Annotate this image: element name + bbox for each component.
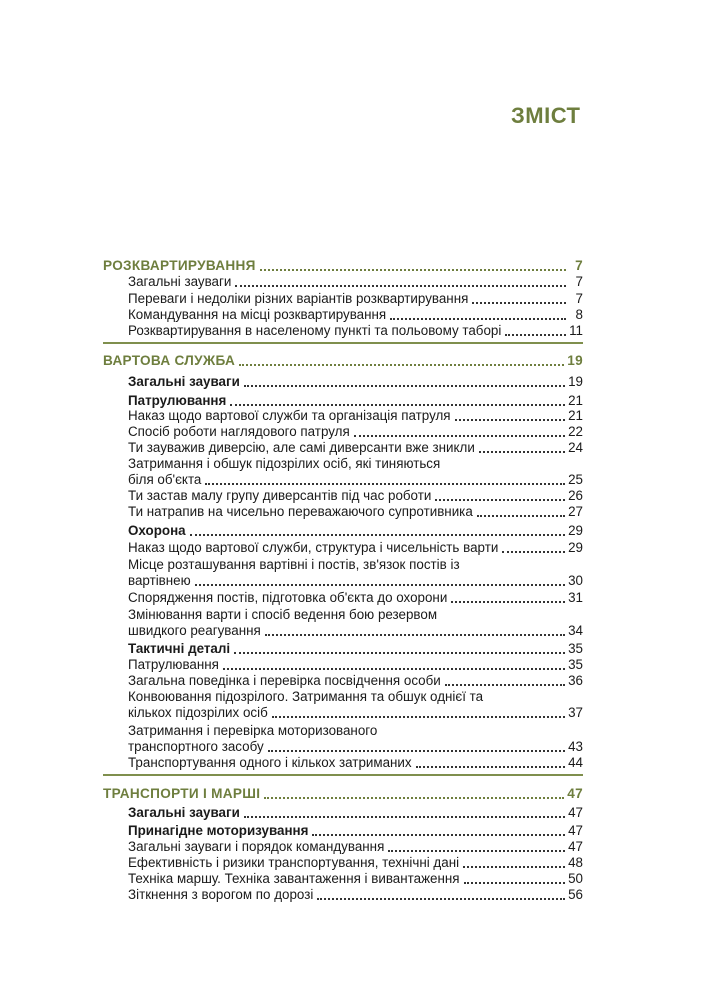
entry-label: Загальні зауваги xyxy=(128,805,240,820)
toc-entry[interactable] xyxy=(128,887,583,903)
toc-entry[interactable] xyxy=(128,488,583,504)
entry-page-number: 43 xyxy=(568,739,583,754)
entry-label: Спосіб роботи наглядового патруля xyxy=(128,424,350,439)
section-title: ВАРТОВА СЛУЖБА xyxy=(103,353,236,368)
entry-page-number: 24 xyxy=(568,440,583,455)
leader-dots xyxy=(463,866,565,868)
leader-dots xyxy=(472,302,566,304)
section-divider xyxy=(103,342,583,344)
leader-dots xyxy=(235,285,566,287)
leader-dots xyxy=(195,584,565,586)
toc-section-heading[interactable] xyxy=(103,258,583,274)
toc-entry-line1[interactable] xyxy=(128,456,583,472)
leader-dots xyxy=(435,499,565,501)
leader-dots xyxy=(264,797,564,799)
section-divider xyxy=(103,774,583,776)
toc-entry[interactable] xyxy=(128,504,583,520)
toc-subsection[interactable] xyxy=(128,641,583,657)
entry-label: Ефективність і ризики транспортування, технічні дані xyxy=(128,855,460,870)
entry-page-number: 50 xyxy=(568,871,583,886)
toc-entry-line2[interactable] xyxy=(128,623,583,639)
leader-dots xyxy=(390,318,566,320)
leader-dots xyxy=(354,435,565,437)
entry-page-number: 27 xyxy=(568,504,583,519)
toc-entry-line1[interactable] xyxy=(128,723,583,739)
entry-label: Зіткнення з ворогом по дорозі xyxy=(128,887,314,902)
entry-page-number: 35 xyxy=(568,641,583,656)
entry-page-number: 44 xyxy=(568,755,583,770)
toc-subsection[interactable] xyxy=(128,523,583,539)
toc-entry[interactable] xyxy=(128,424,583,440)
entry-page-number: 25 xyxy=(568,472,583,487)
leader-dots xyxy=(272,716,565,718)
toc-section-heading[interactable] xyxy=(103,786,583,802)
entry-page-number: 35 xyxy=(568,657,583,672)
toc-section-heading[interactable] xyxy=(103,353,583,369)
entry-label: Загальна поведінка і перевірка посвідчення особи xyxy=(128,673,441,688)
leader-dots xyxy=(416,766,565,768)
leader-dots xyxy=(479,451,565,453)
toc-entry-line2[interactable] xyxy=(128,573,583,589)
leader-dots xyxy=(239,364,564,366)
leader-dots xyxy=(260,269,566,271)
toc-entry[interactable] xyxy=(128,307,583,323)
leader-dots xyxy=(505,334,566,336)
entry-label: Техніка маршу. Техніка завантаження і вивантаження xyxy=(128,871,460,886)
toc-entry[interactable] xyxy=(128,274,583,290)
entry-label: Спорядження постів, підготовка об'єкта до охорони xyxy=(128,590,448,605)
leader-dots xyxy=(502,551,565,553)
entry-page-number: 7 xyxy=(575,274,583,289)
entry-page-number: 47 xyxy=(568,805,583,820)
leader-dots xyxy=(234,652,565,654)
toc-entry-line1[interactable] xyxy=(128,607,583,623)
leader-dots xyxy=(205,483,565,485)
entry-page-number: 48 xyxy=(568,855,583,870)
entry-label: Переваги і недоліки різних варіантів розквартирування xyxy=(128,291,469,306)
section-page-number: 7 xyxy=(575,258,583,273)
leader-dots xyxy=(265,634,565,636)
toc-subsection[interactable] xyxy=(128,805,583,821)
entry-label: Загальні зауваги xyxy=(128,374,240,389)
entry-label: Наказ щодо вартової служби, структура і чисельність варти xyxy=(128,540,499,555)
entry-label: Конвоювання підозрілого. Затримання та обшук однієї та xyxy=(128,689,484,704)
entry-label: Патрулювання xyxy=(128,393,227,408)
entry-page-number: 34 xyxy=(568,623,583,638)
entry-page-number: 22 xyxy=(568,424,583,439)
entry-page-number: 21 xyxy=(568,393,583,408)
entry-label: Ти натрапив на чисельно переважаючого супротивника xyxy=(128,504,473,519)
entry-label: Тактичні деталі xyxy=(128,641,231,656)
entry-page-number: 36 xyxy=(568,673,583,688)
toc-entry[interactable] xyxy=(128,657,583,673)
entry-label-continued: вартівнею xyxy=(128,573,191,588)
entry-label: Місце розташування вартівні і постів, зв'язок постів із xyxy=(128,557,460,572)
entry-page-number: 47 xyxy=(568,839,583,854)
entry-page-number: 29 xyxy=(568,523,583,538)
toc-subsection[interactable] xyxy=(128,823,583,839)
entry-page-number: 11 xyxy=(569,323,583,338)
toc-subsection[interactable] xyxy=(128,393,583,409)
entry-label: Ти зауважив диверсію, але самі диверсанти вже зникли xyxy=(128,440,475,455)
toc-entry[interactable] xyxy=(128,291,583,307)
toc-entry[interactable] xyxy=(128,673,583,689)
entry-label: Командування на місці розквартирування xyxy=(128,307,387,322)
entry-page-number: 37 xyxy=(568,705,583,720)
toc-entry[interactable] xyxy=(128,839,583,855)
toc-entry[interactable] xyxy=(128,540,583,556)
toc-entry[interactable] xyxy=(128,871,583,887)
entry-label-continued: біля об'єкта xyxy=(128,472,202,487)
toc-entry[interactable] xyxy=(128,590,583,606)
leader-dots xyxy=(244,385,565,387)
leader-dots xyxy=(451,601,565,603)
leader-dots xyxy=(317,898,565,900)
entry-label: Охорона xyxy=(128,523,186,538)
leader-dots xyxy=(477,515,565,517)
leader-dots xyxy=(244,816,565,818)
entry-label: Розквартирування в населеному пункті та польовому таборі xyxy=(128,323,502,338)
leader-dots xyxy=(445,684,565,686)
entry-label: Транспортування одного і кількох затриманих xyxy=(128,755,412,770)
leader-dots xyxy=(223,668,565,670)
entry-label: Змінювання варти і спосіб ведення бою резервом xyxy=(128,607,438,622)
entry-label: Затримання і перевірка моторизованого xyxy=(128,723,378,738)
leader-dots xyxy=(268,750,565,752)
entry-label-continued: транспортного засобу xyxy=(128,739,264,754)
toc-entry-line1[interactable] xyxy=(128,689,583,705)
entry-label: Ти застав малу групу диверсантів під час роботи xyxy=(128,488,432,503)
leader-dots xyxy=(312,834,565,836)
leader-dots xyxy=(190,534,565,536)
entry-page-number: 26 xyxy=(568,488,583,503)
entry-label-continued: кількох підозрілих осіб xyxy=(128,705,268,720)
entry-label: Принагідне моторизування xyxy=(128,823,309,838)
entry-page-number: 7 xyxy=(575,291,583,306)
entry-page-number: 47 xyxy=(568,823,583,838)
entry-page-number: 56 xyxy=(568,887,583,902)
entry-label: Загальні зауваги xyxy=(128,274,232,289)
entry-page-number: 21 xyxy=(568,408,583,423)
page-title: ЗМІСТ xyxy=(511,103,581,128)
toc-entry-line1[interactable] xyxy=(128,557,583,573)
toc-entry-line2[interactable] xyxy=(128,739,583,755)
entry-label-continued: швидкого реагування xyxy=(128,623,261,638)
toc-entry[interactable] xyxy=(128,440,583,456)
leader-dots xyxy=(464,882,566,884)
entry-page-number: 30 xyxy=(568,573,583,588)
leader-dots xyxy=(388,850,565,852)
entry-label: Патрулювання xyxy=(128,657,219,672)
entry-page-number: 19 xyxy=(568,374,583,389)
section-title: РОЗКВАРТИРУВАННЯ xyxy=(103,258,256,273)
toc-entry[interactable] xyxy=(128,408,583,424)
toc-entry[interactable] xyxy=(128,323,583,339)
leader-dots xyxy=(455,419,566,421)
toc-subsection[interactable] xyxy=(128,374,583,390)
entry-page-number: 29 xyxy=(568,540,583,555)
entry-label: Загальні зауваги і порядок командування xyxy=(128,839,385,854)
entry-label: Наказ щодо вартової служби та організація патруля xyxy=(128,408,451,423)
section-page-number: 19 xyxy=(567,353,583,368)
entry-page-number: 8 xyxy=(575,307,583,322)
toc-entry[interactable] xyxy=(128,755,583,771)
entry-page-number: 31 xyxy=(568,590,583,605)
section-title: ТРАНСПОРТИ І МАРШІ xyxy=(103,786,261,801)
leader-dots xyxy=(230,404,565,406)
toc-entry-line2[interactable] xyxy=(128,705,583,721)
toc-entry-line2[interactable] xyxy=(128,472,583,488)
entry-label: Затримання і обшук підозрілих осіб, які тиняються xyxy=(128,456,441,471)
toc-entry[interactable] xyxy=(128,855,583,871)
section-page-number: 47 xyxy=(567,786,583,801)
